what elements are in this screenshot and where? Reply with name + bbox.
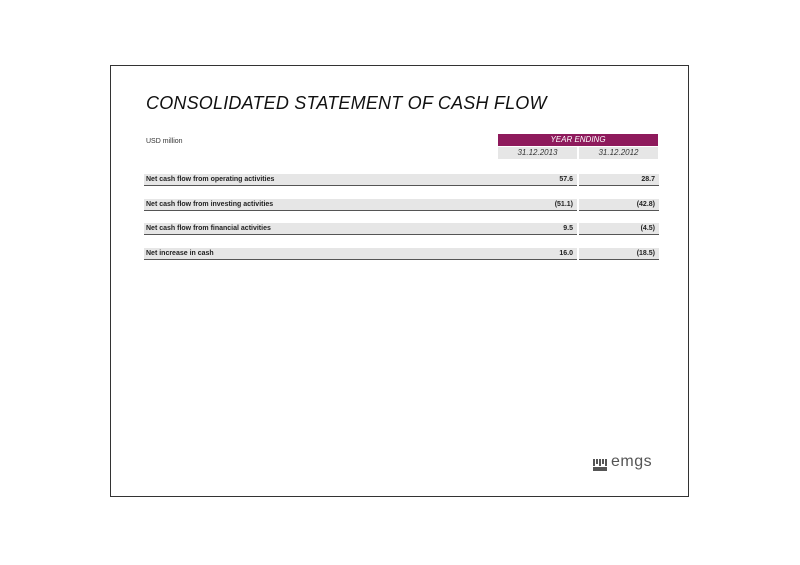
page-title: CONSOLIDATED STATEMENT OF CASH FLOW — [146, 93, 547, 113]
row-value-2012: (4.5) — [579, 223, 659, 235]
slide-frame — [110, 65, 689, 497]
table-row — [144, 223, 659, 234]
table-row — [144, 248, 659, 259]
table-row — [144, 174, 659, 185]
row-value-2013: 9.5 — [498, 223, 577, 235]
table-row — [144, 199, 659, 210]
row-label: Net cash flow from financial activities — [144, 223, 498, 235]
row-value-2012: (18.5) — [579, 248, 659, 260]
date-2013-header: 31.12.2013 — [498, 147, 577, 159]
row-label: Net cash flow from investing activities — [144, 199, 498, 211]
emgs-logo-icon — [593, 459, 607, 471]
year-ending-header: YEAR ENDING — [498, 134, 658, 146]
date-2012-header: 31.12.2012 — [579, 147, 658, 159]
row-label: Net cash flow from operating activities — [144, 174, 498, 186]
emgs-logo — [593, 455, 663, 475]
row-value-2013: (51.1) — [498, 199, 577, 211]
row-value-2012: 28.7 — [579, 174, 659, 186]
units-label: USD million — [146, 138, 183, 145]
row-value-2012: (42.8) — [579, 199, 659, 211]
row-value-2013: 16.0 — [498, 248, 577, 260]
row-label: Net increase in cash — [144, 248, 498, 260]
row-value-2013: 57.6 — [498, 174, 577, 186]
emgs-logo-text: emgs — [611, 453, 653, 470]
